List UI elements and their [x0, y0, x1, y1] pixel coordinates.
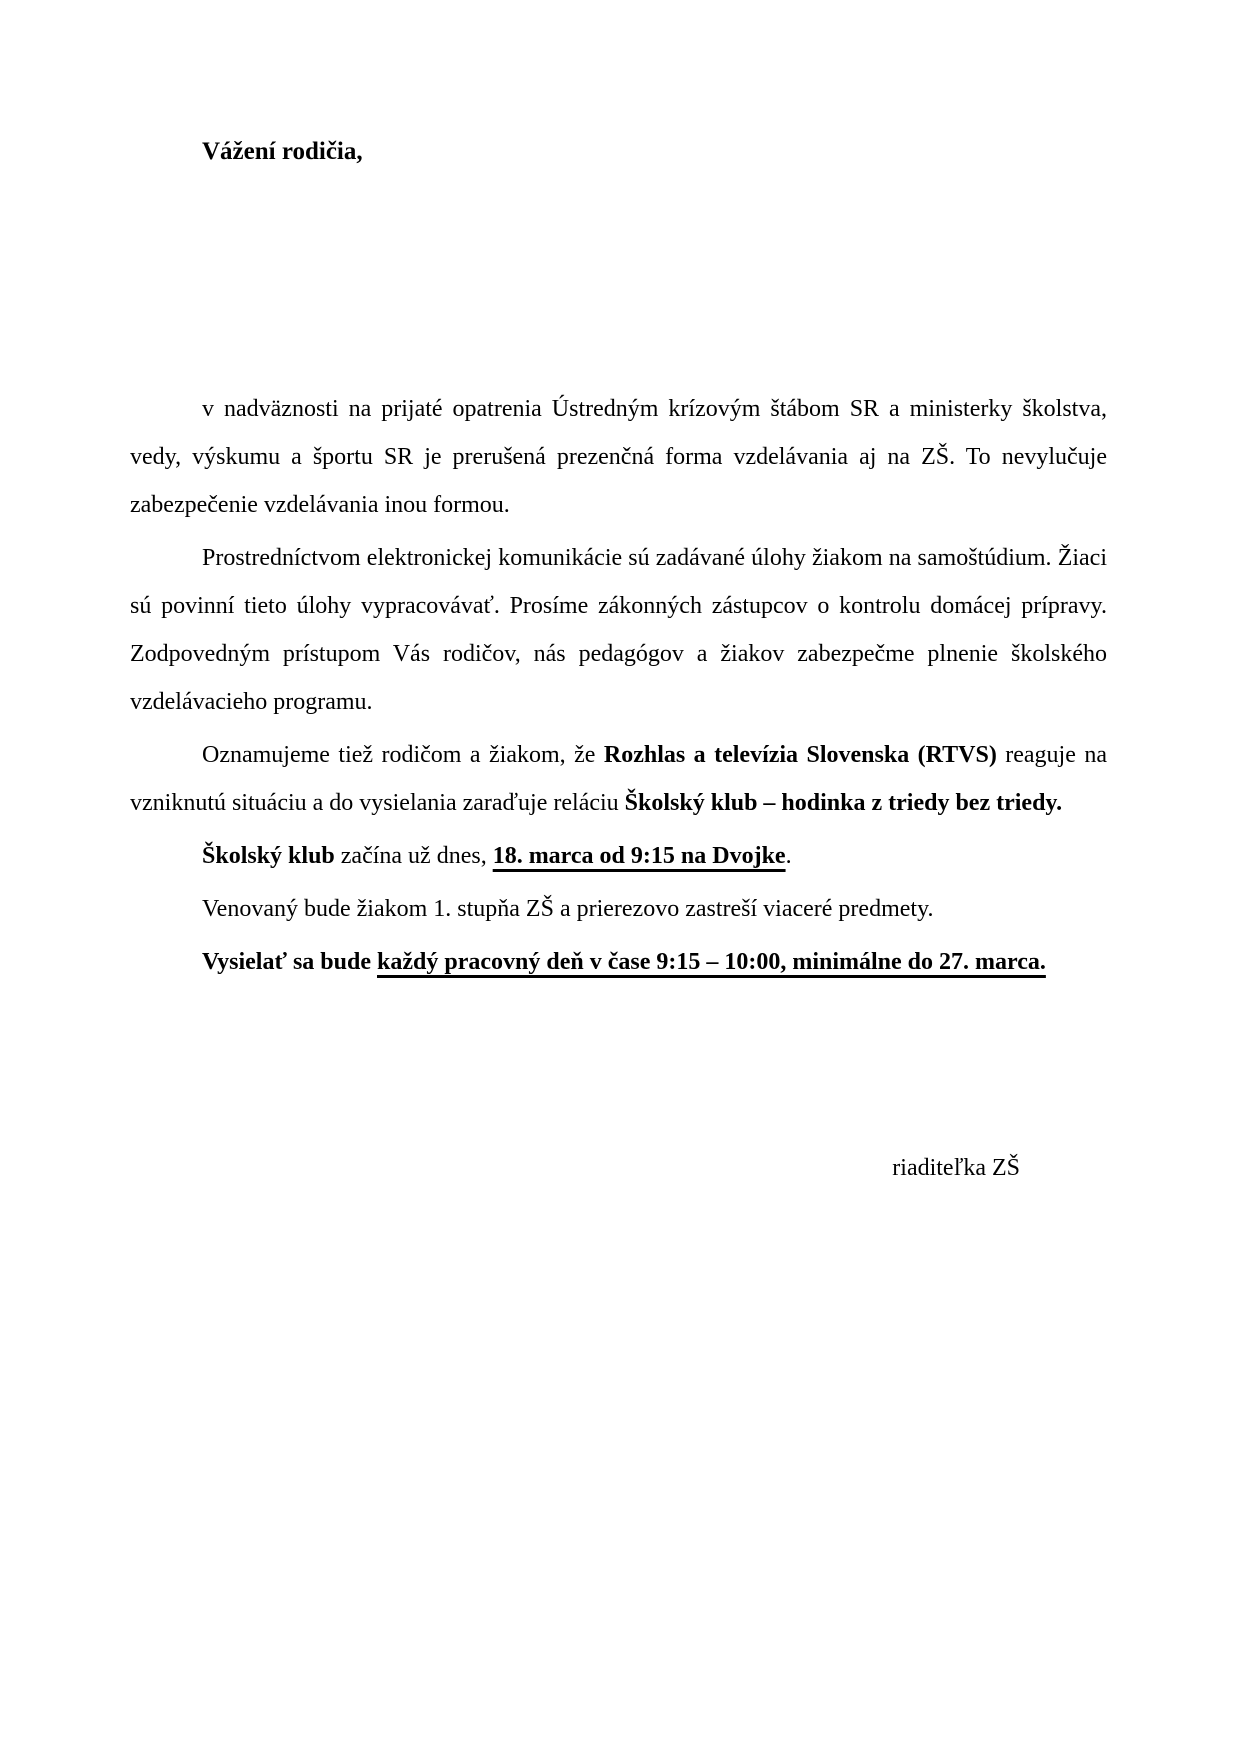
emphasis-text: Školský klub – hodinka z triedy bez triedy.: [624, 790, 1063, 816]
paragraph: [130, 832, 1107, 880]
text-segment: začína už dnes,: [334, 843, 493, 869]
letter-body: [130, 385, 1113, 986]
text-segment: Prostredníctvom elektronickej komunikácie sú zadávané úlohy žiakom na samoštúdium. Žiaci sú povinní tieto úlohy vypracovávať. Prosíme zákonných zástupcov o kontrolu domácej prípravy. Zodpovedným prístupom Vás rodičov, nás pedagógov a žiakov zabezpečme plnenie školského vzdelávacieho programu.: [130, 545, 1113, 715]
emphasis-text: Vysielať sa bude: [202, 949, 377, 975]
paragraph: [130, 385, 1113, 529]
paragraph: [130, 534, 1113, 726]
text-segment: reaguje na vzniknutú situáciu a do vysielania zaraďuje reláciu: [130, 742, 1113, 816]
paragraph: [130, 731, 1113, 827]
emphasis-text: Rozhlas a televízia Slovenska (RTVS): [603, 742, 997, 768]
signature: riaditeľka ZŠ: [892, 1155, 1020, 1181]
paragraph: [130, 938, 1107, 986]
text-segment: Venovaný bude žiakom 1. stupňa ZŠ a prierezovo zastreší viaceré predmety.: [202, 896, 934, 922]
text-segment: Oznamujeme tiež rodičom a žiakom, že: [202, 742, 604, 768]
emphasis-text: každý pracovný deň v čase 9:15 – 10:00, minimálne do 27. marca.: [377, 949, 1046, 975]
text-segment: v nadväznosti na prijaté opatrenia Ústredným krízovým štábom SR a ministerky školstva, vedy, výskumu a športu SR je prerušená prezenčná forma vzdelávania aj na ZŠ. To nevylučuje zabezpečenie vzdelávania inou formou.: [130, 396, 1113, 518]
emphasis-text: 18. marca od 9:15 na Dvojke: [492, 843, 786, 869]
paragraph: [130, 885, 1107, 933]
salutation: Vážení rodičia,: [202, 138, 363, 165]
emphasis-text: Školský klub: [202, 843, 335, 869]
text-segment: .: [785, 843, 792, 869]
